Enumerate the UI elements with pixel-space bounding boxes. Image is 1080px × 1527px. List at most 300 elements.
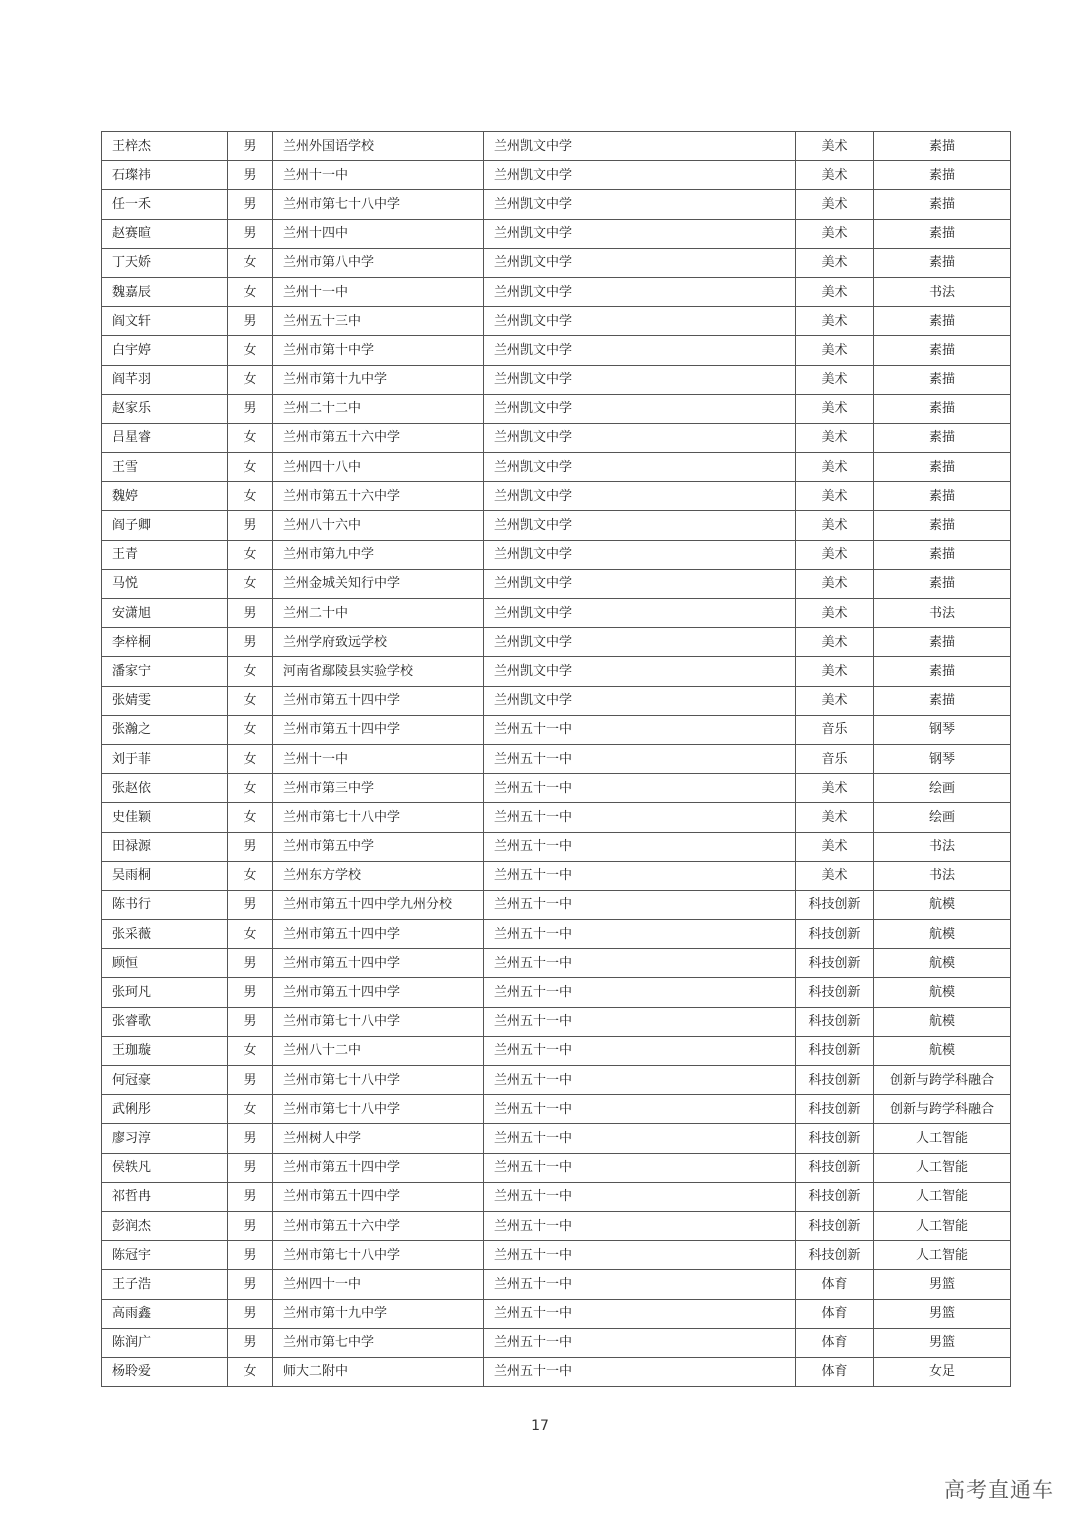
student-name-cell: 阎子卿: [102, 511, 228, 540]
category-cell: 美术: [796, 511, 874, 540]
specialty-cell: 素描: [874, 657, 1011, 686]
category-cell: 美术: [796, 540, 874, 569]
admitted-school-cell: 兰州凯文中学: [484, 219, 796, 248]
gender-cell: 男: [228, 978, 273, 1007]
specialty-cell: 素描: [874, 190, 1011, 219]
origin-school-cell: 兰州东方学校: [273, 861, 484, 890]
admitted-school-cell: 兰州五十一中: [484, 1357, 796, 1386]
admitted-school-cell: 兰州五十一中: [484, 1036, 796, 1065]
origin-school-cell: 兰州市第十中学: [273, 336, 484, 365]
student-name-cell: 赵家乐: [102, 394, 228, 423]
admitted-school-cell: 兰州凯文中学: [484, 307, 796, 336]
table-row: [102, 1328, 1011, 1357]
gender-cell: 女: [228, 715, 273, 744]
table-row: [102, 1270, 1011, 1299]
category-cell: 科技创新: [796, 949, 874, 978]
origin-school-cell: 兰州二十二中: [273, 394, 484, 423]
origin-school-cell: 兰州市第七十八中学: [273, 1241, 484, 1270]
student-name-cell: 王子浩: [102, 1270, 228, 1299]
origin-school-cell: 兰州市第十九中学: [273, 365, 484, 394]
student-name-cell: 何冠豪: [102, 1066, 228, 1095]
student-name-cell: 吴雨桐: [102, 861, 228, 890]
origin-school-cell: 兰州十一中: [273, 744, 484, 773]
gender-cell: 女: [228, 686, 273, 715]
category-cell: 科技创新: [796, 1182, 874, 1211]
admitted-school-cell: 兰州五十一中: [484, 774, 796, 803]
category-cell: 美术: [796, 569, 874, 598]
admitted-school-cell: 兰州五十一中: [484, 1007, 796, 1036]
specialty-cell: 素描: [874, 569, 1011, 598]
specialty-cell: 绘画: [874, 774, 1011, 803]
table-row: [102, 365, 1011, 394]
gender-cell: 男: [228, 1270, 273, 1299]
table-row: [102, 453, 1011, 482]
category-cell: 美术: [796, 190, 874, 219]
table-row: [102, 1124, 1011, 1153]
gender-cell: 男: [228, 949, 273, 978]
specialty-cell: 人工智能: [874, 1124, 1011, 1153]
origin-school-cell: 兰州二十中: [273, 599, 484, 628]
origin-school-cell: 兰州市第五十四中学: [273, 920, 484, 949]
student-name-cell: 张采薇: [102, 920, 228, 949]
admitted-school-cell: 兰州五十一中: [484, 861, 796, 890]
specialty-cell: 素描: [874, 365, 1011, 394]
category-cell: 体育: [796, 1270, 874, 1299]
specialty-cell: 素描: [874, 248, 1011, 277]
origin-school-cell: 兰州市第七中学: [273, 1328, 484, 1357]
table-row: [102, 1182, 1011, 1211]
gender-cell: 男: [228, 1124, 273, 1153]
student-name-cell: 杨聆爱: [102, 1357, 228, 1386]
student-name-cell: 阎芊羽: [102, 365, 228, 394]
student-name-cell: 彭润杰: [102, 1211, 228, 1240]
specialty-cell: 创新与跨学科融合: [874, 1066, 1011, 1095]
origin-school-cell: 兰州市第十九中学: [273, 1299, 484, 1328]
origin-school-cell: 兰州市第五十四中学: [273, 715, 484, 744]
category-cell: 科技创新: [796, 1241, 874, 1270]
gender-cell: 男: [228, 394, 273, 423]
category-cell: 美术: [796, 657, 874, 686]
student-name-cell: 武俐彤: [102, 1095, 228, 1124]
student-name-cell: 魏嘉辰: [102, 277, 228, 306]
admitted-school-cell: 兰州五十一中: [484, 978, 796, 1007]
specialty-cell: 书法: [874, 861, 1011, 890]
specialty-cell: 书法: [874, 599, 1011, 628]
admitted-school-cell: 兰州五十一中: [484, 1182, 796, 1211]
gender-cell: 男: [228, 1328, 273, 1357]
origin-school-cell: 兰州八十二中: [273, 1036, 484, 1065]
origin-school-cell: 兰州市第七十八中学: [273, 1007, 484, 1036]
category-cell: 美术: [796, 861, 874, 890]
specialty-cell: 人工智能: [874, 1182, 1011, 1211]
category-cell: 科技创新: [796, 978, 874, 1007]
admitted-school-cell: 兰州五十一中: [484, 949, 796, 978]
student-name-cell: 陈书行: [102, 890, 228, 919]
student-name-cell: 张睿歌: [102, 1007, 228, 1036]
admitted-school-cell: 兰州凯文中学: [484, 511, 796, 540]
admitted-school-cell: 兰州五十一中: [484, 1299, 796, 1328]
specialty-cell: 男篮: [874, 1299, 1011, 1328]
gender-cell: 女: [228, 277, 273, 306]
student-name-cell: 赵赛暄: [102, 219, 228, 248]
table-row: [102, 1066, 1011, 1095]
origin-school-cell: 师大二附中: [273, 1357, 484, 1386]
table-row: [102, 978, 1011, 1007]
student-name-cell: 阎文轩: [102, 307, 228, 336]
specialty-cell: 绘画: [874, 803, 1011, 832]
admitted-school-cell: 兰州凯文中学: [484, 453, 796, 482]
table-row: [102, 161, 1011, 190]
student-name-cell: 史佳颖: [102, 803, 228, 832]
table-row: [102, 540, 1011, 569]
admitted-school-cell: 兰州凯文中学: [484, 277, 796, 306]
student-name-cell: 丁天娇: [102, 248, 228, 277]
student-name-cell: 刘于菲: [102, 744, 228, 773]
gender-cell: 男: [228, 307, 273, 336]
admitted-school-cell: 兰州五十一中: [484, 1095, 796, 1124]
admitted-school-cell: 兰州五十一中: [484, 1270, 796, 1299]
specialty-cell: 素描: [874, 394, 1011, 423]
origin-school-cell: 兰州市第三中学: [273, 774, 484, 803]
specialty-cell: 钢琴: [874, 744, 1011, 773]
specialty-cell: 素描: [874, 686, 1011, 715]
student-name-cell: 魏婷: [102, 482, 228, 511]
origin-school-cell: 兰州市第五中学: [273, 832, 484, 861]
category-cell: 美术: [796, 248, 874, 277]
gender-cell: 女: [228, 569, 273, 598]
table-row: [102, 1241, 1011, 1270]
category-cell: 科技创新: [796, 1095, 874, 1124]
category-cell: 体育: [796, 1328, 874, 1357]
origin-school-cell: 兰州树人中学: [273, 1124, 484, 1153]
student-name-cell: 李梓桐: [102, 628, 228, 657]
gender-cell: 男: [228, 890, 273, 919]
specialty-cell: 钢琴: [874, 715, 1011, 744]
admitted-school-cell: 兰州五十一中: [484, 715, 796, 744]
admitted-school-cell: 兰州五十一中: [484, 1066, 796, 1095]
table-row: [102, 1211, 1011, 1240]
gender-cell: 男: [228, 132, 273, 161]
origin-school-cell: 兰州市第五十四中学: [273, 949, 484, 978]
origin-school-cell: 兰州外国语学校: [273, 132, 484, 161]
admitted-school-cell: 兰州凯文中学: [484, 482, 796, 511]
admitted-school-cell: 兰州五十一中: [484, 1241, 796, 1270]
category-cell: 美术: [796, 482, 874, 511]
category-cell: 美术: [796, 803, 874, 832]
specialty-cell: 书法: [874, 832, 1011, 861]
student-name-cell: 王雪: [102, 453, 228, 482]
gender-cell: 男: [228, 1299, 273, 1328]
table-row: [102, 1007, 1011, 1036]
category-cell: 美术: [796, 161, 874, 190]
student-name-cell: 潘家宁: [102, 657, 228, 686]
category-cell: 科技创新: [796, 890, 874, 919]
admitted-school-cell: 兰州凯文中学: [484, 132, 796, 161]
category-cell: 美术: [796, 686, 874, 715]
table-row: [102, 686, 1011, 715]
specialty-cell: 素描: [874, 423, 1011, 452]
specialty-cell: 航模: [874, 920, 1011, 949]
gender-cell: 女: [228, 657, 273, 686]
category-cell: 体育: [796, 1299, 874, 1328]
category-cell: 美术: [796, 132, 874, 161]
admitted-school-cell: 兰州五十一中: [484, 1124, 796, 1153]
origin-school-cell: 兰州市第七十八中学: [273, 1066, 484, 1095]
category-cell: 美术: [796, 628, 874, 657]
gender-cell: 女: [228, 482, 273, 511]
admitted-school-cell: 兰州凯文中学: [484, 336, 796, 365]
admitted-school-cell: 兰州五十一中: [484, 1153, 796, 1182]
specialty-cell: 素描: [874, 511, 1011, 540]
admitted-school-cell: 兰州凯文中学: [484, 394, 796, 423]
table-row: [102, 219, 1011, 248]
origin-school-cell: 兰州学府致远学校: [273, 628, 484, 657]
origin-school-cell: 兰州八十六中: [273, 511, 484, 540]
student-name-cell: 高雨鑫: [102, 1299, 228, 1328]
origin-school-cell: 兰州市第五十四中学九州分校: [273, 890, 484, 919]
specialty-cell: 男篮: [874, 1328, 1011, 1357]
category-cell: 科技创新: [796, 1007, 874, 1036]
origin-school-cell: 兰州市第七十八中学: [273, 803, 484, 832]
table-row: [102, 423, 1011, 452]
category-cell: 美术: [796, 423, 874, 452]
table-row: [102, 599, 1011, 628]
admitted-school-cell: 兰州凯文中学: [484, 569, 796, 598]
gender-cell: 男: [228, 1241, 273, 1270]
category-cell: 美术: [796, 336, 874, 365]
table-row: [102, 861, 1011, 890]
category-cell: 音乐: [796, 744, 874, 773]
origin-school-cell: 兰州市第五十六中学: [273, 1211, 484, 1240]
origin-school-cell: 兰州市第五十六中学: [273, 423, 484, 452]
admitted-school-cell: 兰州五十一中: [484, 832, 796, 861]
gender-cell: 女: [228, 803, 273, 832]
student-name-cell: 廖习淳: [102, 1124, 228, 1153]
table-row: [102, 394, 1011, 423]
specialty-cell: 人工智能: [874, 1153, 1011, 1182]
specialty-cell: 航模: [874, 978, 1011, 1007]
specialty-cell: 素描: [874, 336, 1011, 365]
student-name-cell: 侯轶凡: [102, 1153, 228, 1182]
origin-school-cell: 兰州市第五十四中学: [273, 1182, 484, 1211]
category-cell: 美术: [796, 365, 874, 394]
admitted-school-cell: 兰州凯文中学: [484, 628, 796, 657]
specialty-cell: 航模: [874, 949, 1011, 978]
admitted-school-cell: 兰州凯文中学: [484, 161, 796, 190]
table-row: [102, 1036, 1011, 1065]
admitted-school-cell: 兰州五十一中: [484, 1211, 796, 1240]
gender-cell: 男: [228, 1007, 273, 1036]
table-row: [102, 132, 1011, 161]
table-row: [102, 949, 1011, 978]
origin-school-cell: 兰州四十八中: [273, 453, 484, 482]
table-row: [102, 774, 1011, 803]
admitted-school-cell: 兰州凯文中学: [484, 599, 796, 628]
table-body: [102, 132, 1011, 1387]
student-name-cell: 顾恒: [102, 949, 228, 978]
specialty-cell: 素描: [874, 219, 1011, 248]
origin-school-cell: 兰州金城关知行中学: [273, 569, 484, 598]
student-name-cell: 白宇婷: [102, 336, 228, 365]
category-cell: 科技创新: [796, 1066, 874, 1095]
gender-cell: 男: [228, 219, 273, 248]
table-row: [102, 803, 1011, 832]
category-cell: 美术: [796, 394, 874, 423]
specialty-cell: 素描: [874, 482, 1011, 511]
gender-cell: 女: [228, 248, 273, 277]
student-name-cell: 张瀚之: [102, 715, 228, 744]
student-name-cell: 吕星睿: [102, 423, 228, 452]
gender-cell: 女: [228, 1095, 273, 1124]
category-cell: 美术: [796, 832, 874, 861]
origin-school-cell: 兰州市第八中学: [273, 248, 484, 277]
page-number: 17: [531, 1418, 549, 1434]
category-cell: 体育: [796, 1357, 874, 1386]
category-cell: 美术: [796, 277, 874, 306]
student-name-cell: 祁哲冉: [102, 1182, 228, 1211]
specialty-cell: 素描: [874, 161, 1011, 190]
gender-cell: 男: [228, 1211, 273, 1240]
watermark-text: 高考直通车: [944, 1478, 1054, 1502]
category-cell: 美术: [796, 599, 874, 628]
admitted-school-cell: 兰州五十一中: [484, 920, 796, 949]
category-cell: 美术: [796, 453, 874, 482]
specialty-cell: 素描: [874, 540, 1011, 569]
table-row: [102, 715, 1011, 744]
table-row: [102, 511, 1011, 540]
student-name-cell: 张珂凡: [102, 978, 228, 1007]
table-row: [102, 190, 1011, 219]
category-cell: 音乐: [796, 715, 874, 744]
table-row: [102, 336, 1011, 365]
student-name-cell: 任一禾: [102, 190, 228, 219]
specialty-cell: 航模: [874, 1036, 1011, 1065]
gender-cell: 男: [228, 1182, 273, 1211]
gender-cell: 女: [228, 861, 273, 890]
category-cell: 科技创新: [796, 1124, 874, 1153]
specialty-cell: 航模: [874, 890, 1011, 919]
table-row: [102, 569, 1011, 598]
table-row: [102, 744, 1011, 773]
admitted-school-cell: 兰州五十一中: [484, 890, 796, 919]
table-row: [102, 1357, 1011, 1386]
table-row: [102, 1095, 1011, 1124]
origin-school-cell: 兰州市第五十六中学: [273, 482, 484, 511]
category-cell: 科技创新: [796, 1153, 874, 1182]
gender-cell: 男: [228, 190, 273, 219]
admitted-school-cell: 兰州五十一中: [484, 1328, 796, 1357]
gender-cell: 男: [228, 161, 273, 190]
admitted-school-cell: 兰州凯文中学: [484, 657, 796, 686]
table-row: [102, 890, 1011, 919]
specialty-cell: 素描: [874, 628, 1011, 657]
student-name-cell: 石璨祎: [102, 161, 228, 190]
origin-school-cell: 兰州十一中: [273, 161, 484, 190]
gender-cell: 女: [228, 920, 273, 949]
specialty-cell: 素描: [874, 307, 1011, 336]
admitted-school-cell: 兰州凯文中学: [484, 248, 796, 277]
admitted-school-cell: 兰州凯文中学: [484, 190, 796, 219]
gender-cell: 男: [228, 599, 273, 628]
origin-school-cell: 兰州五十三中: [273, 307, 484, 336]
origin-school-cell: 兰州四十一中: [273, 1270, 484, 1299]
student-name-cell: 陈冠宇: [102, 1241, 228, 1270]
table-row: [102, 277, 1011, 306]
gender-cell: 男: [228, 628, 273, 657]
table-row: [102, 1299, 1011, 1328]
origin-school-cell: 兰州市第七十八中学: [273, 1095, 484, 1124]
gender-cell: 女: [228, 336, 273, 365]
student-name-cell: 王青: [102, 540, 228, 569]
specialty-cell: 人工智能: [874, 1241, 1011, 1270]
gender-cell: 女: [228, 365, 273, 394]
category-cell: 美术: [796, 219, 874, 248]
table-row: [102, 482, 1011, 511]
table-row: [102, 248, 1011, 277]
gender-cell: 女: [228, 1357, 273, 1386]
admitted-school-cell: 兰州凯文中学: [484, 365, 796, 394]
category-cell: 科技创新: [796, 1211, 874, 1240]
student-name-cell: 陈润广: [102, 1328, 228, 1357]
gender-cell: 女: [228, 423, 273, 452]
origin-school-cell: 河南省鄢陵县实验学校: [273, 657, 484, 686]
table-row: [102, 657, 1011, 686]
gender-cell: 男: [228, 1153, 273, 1182]
category-cell: 美术: [796, 774, 874, 803]
gender-cell: 女: [228, 540, 273, 569]
specialty-cell: 书法: [874, 277, 1011, 306]
specialty-cell: 创新与跨学科融合: [874, 1095, 1011, 1124]
specialty-cell: 男篮: [874, 1270, 1011, 1299]
specialty-cell: 女足: [874, 1357, 1011, 1386]
table-row: [102, 920, 1011, 949]
gender-cell: 男: [228, 832, 273, 861]
table-row: [102, 628, 1011, 657]
gender-cell: 男: [228, 1066, 273, 1095]
specialty-cell: 素描: [874, 132, 1011, 161]
origin-school-cell: 兰州市第七十八中学: [273, 190, 484, 219]
category-cell: 美术: [796, 307, 874, 336]
admitted-school-cell: 兰州凯文中学: [484, 686, 796, 715]
gender-cell: 女: [228, 744, 273, 773]
gender-cell: 女: [228, 453, 273, 482]
student-name-cell: 安潇旭: [102, 599, 228, 628]
specialty-cell: 人工智能: [874, 1211, 1011, 1240]
admitted-school-cell: 兰州五十一中: [484, 744, 796, 773]
student-name-cell: 王梓杰: [102, 132, 228, 161]
origin-school-cell: 兰州十四中: [273, 219, 484, 248]
origin-school-cell: 兰州十一中: [273, 277, 484, 306]
origin-school-cell: 兰州市第九中学: [273, 540, 484, 569]
origin-school-cell: 兰州市第五十四中学: [273, 978, 484, 1007]
admission-table: [101, 131, 1011, 1387]
category-cell: 科技创新: [796, 920, 874, 949]
gender-cell: 男: [228, 511, 273, 540]
gender-cell: 女: [228, 1036, 273, 1065]
table-row: [102, 832, 1011, 861]
student-name-cell: 马悦: [102, 569, 228, 598]
table-row: [102, 307, 1011, 336]
specialty-cell: 航模: [874, 1007, 1011, 1036]
student-name-cell: 王珈璇: [102, 1036, 228, 1065]
admitted-school-cell: 兰州五十一中: [484, 803, 796, 832]
table-row: [102, 1153, 1011, 1182]
origin-school-cell: 兰州市第五十四中学: [273, 686, 484, 715]
category-cell: 科技创新: [796, 1036, 874, 1065]
specialty-cell: 素描: [874, 453, 1011, 482]
student-name-cell: 张婧雯: [102, 686, 228, 715]
student-name-cell: 张赵依: [102, 774, 228, 803]
